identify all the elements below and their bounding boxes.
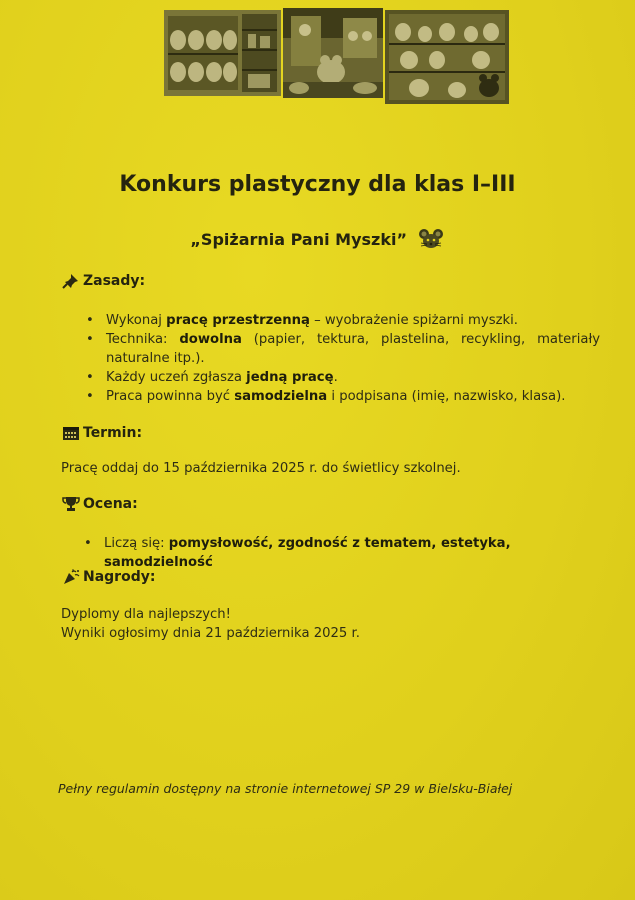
section-heading-rating [62, 496, 138, 512]
confetti-icon [62, 569, 80, 585]
prizes-text-line-2: Wyniki ogłosimy dnia 21 października 2025 r. [61, 626, 360, 641]
footer-note: Pełny regulamin dostępny na stronie internetowej SP 29 w Bielsku-Białej [58, 781, 513, 796]
list-item: • Każdy uczeń zgłasza jedną pracę. [106, 368, 600, 387]
prizes-heading-text: Nagrody: [83, 569, 156, 585]
photo-strip [164, 8, 510, 106]
list-item: • Praca powinna być samodzielna i podpisana (imię, nazwisko, klasa). [106, 387, 600, 406]
photo-mouse-kitchen [283, 8, 383, 98]
calendar-icon [62, 425, 80, 441]
rating-heading-text: Ocena: [83, 496, 138, 512]
subtitle-text: „Spiżarnia Pani Myszki” [190, 230, 407, 249]
prizes-text-line-1: Dyplomy dla najlepszych! [61, 607, 231, 622]
page-title: Konkurs plastyczny dla klas I–III [119, 172, 516, 197]
rating-list [104, 534, 604, 572]
pushpin-icon [62, 273, 80, 289]
rules-list [106, 311, 600, 406]
subtitle [0, 228, 635, 254]
section-heading-rules [62, 273, 145, 289]
photo-pantry-shelf [164, 10, 281, 96]
deadline-heading-text: Termin: [83, 425, 143, 441]
photo-mouse-pantry [385, 10, 509, 104]
list-item: • Wykonaj pracę przestrzenną – wyobrażenie spiżarni myszki. [106, 311, 600, 330]
mouse-icon [417, 228, 445, 254]
trophy-icon [62, 496, 80, 512]
deadline-text: Pracę oddaj do 15 października 2025 r. do świetlicy szkolnej. [61, 461, 461, 476]
list-item: • Technika: dowolna (papier, tektura, plastelina, recykling, materiały naturalne itp.). [106, 330, 600, 368]
rules-heading-text: Zasady: [83, 273, 146, 289]
list-item: • Liczą się: pomysłowość, zgodność z tematem, estetyka, samodzielność [104, 534, 604, 572]
section-heading-prizes [62, 569, 155, 585]
section-heading-deadline [62, 425, 142, 441]
